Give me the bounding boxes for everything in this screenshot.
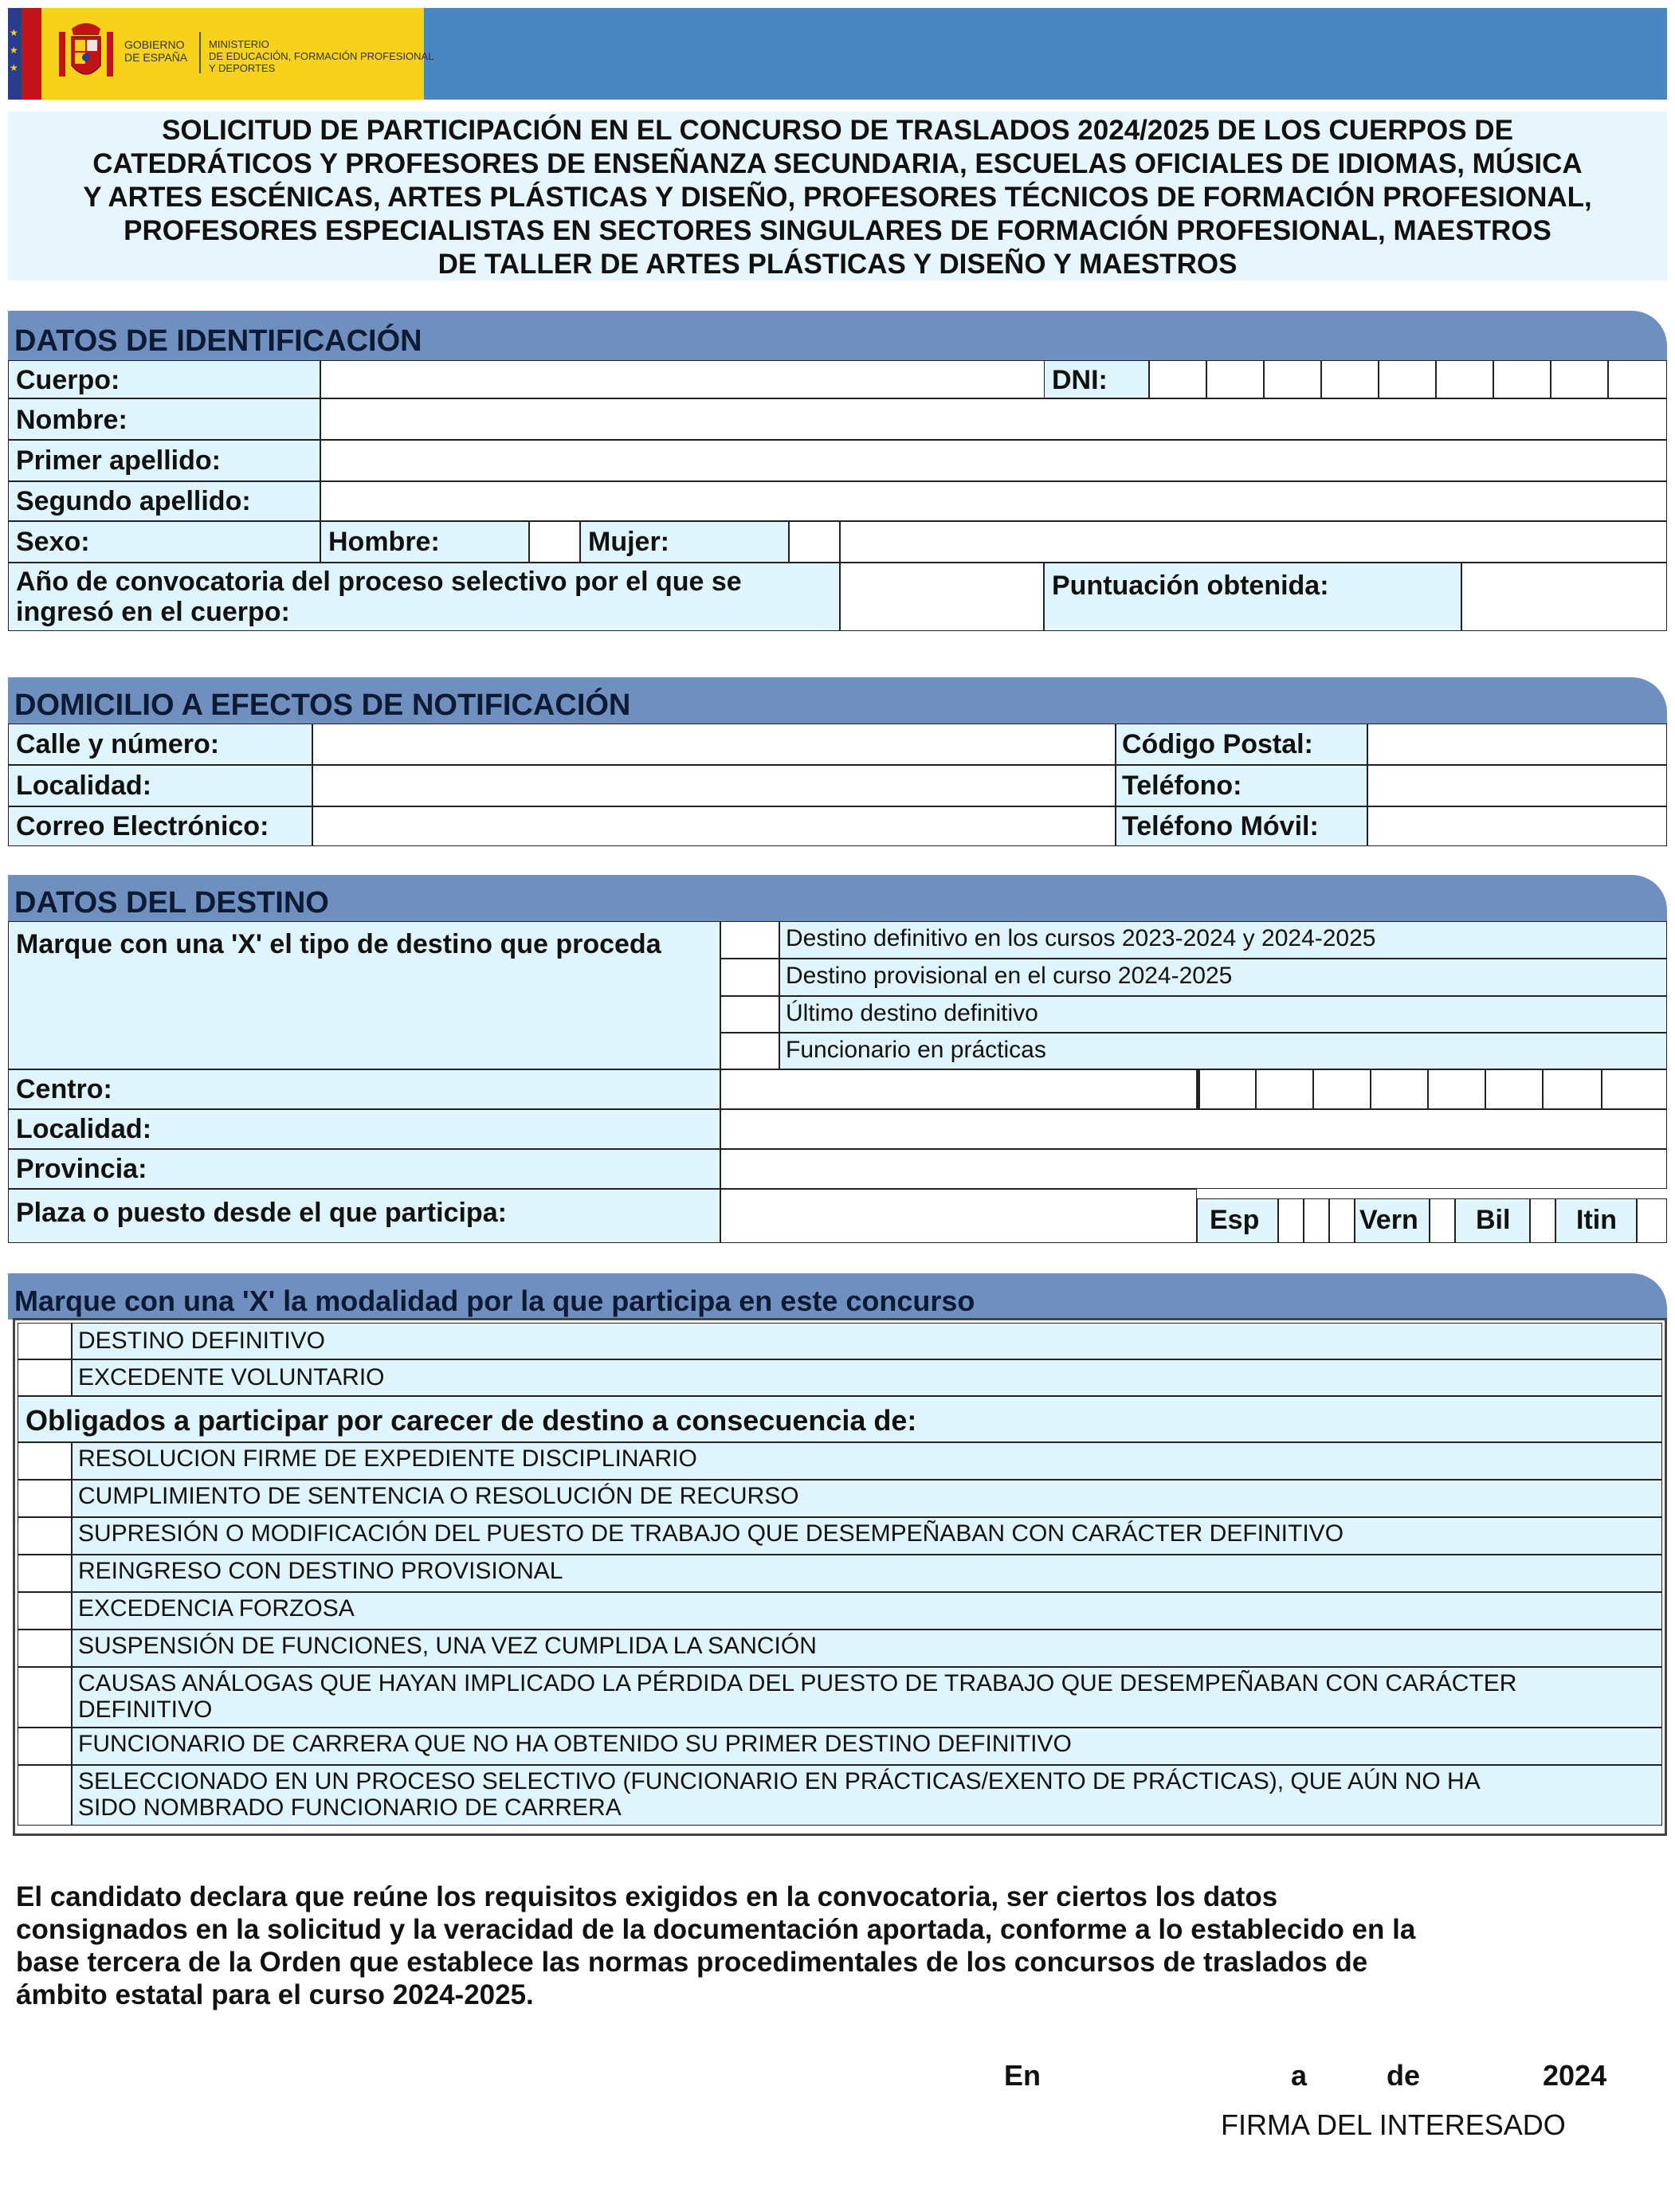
dni-box-3[interactable]: [1264, 360, 1321, 398]
localidad-label: Localidad:: [16, 771, 152, 801]
obligados-item: SUPRESIÓN O MODIFICACIÓN DEL PUESTO DE TRABAJO QUE DESEMPEÑABAN CON CARÁCTER DEFINITIVO: [78, 1520, 1344, 1547]
segundo-apellido-label: Segundo apellido:: [16, 486, 251, 516]
cuerpo-input[interactable]: [320, 360, 1050, 398]
dni-box-5[interactable]: [1379, 360, 1436, 398]
sexo-filler: [840, 521, 1667, 563]
modalidad-title: Marque con una 'X' la modalidad por la que participa en este concurso: [14, 1284, 975, 1317]
telefono-label: Teléfono:: [1122, 771, 1242, 801]
flag-stripe-red: [22, 8, 41, 100]
itin-label: Itin: [1576, 1205, 1617, 1235]
segundo-apellido-input[interactable]: [320, 481, 1667, 521]
dni-box-2[interactable]: [1206, 360, 1264, 398]
obligados-item: CUMPLIMIENTO DE SENTENCIA O RESOLUCIÓN DE RECURSO: [78, 1483, 799, 1509]
primer-apellido-label: Primer apellido:: [16, 445, 221, 476]
destino-localidad-label: Localidad:: [16, 1114, 152, 1144]
plaza-input[interactable]: [720, 1189, 1197, 1243]
calle-input[interactable]: [312, 724, 1116, 765]
firma-year: 2024: [1543, 2059, 1607, 2092]
ministry-label: MINISTERIO DE EDUCACIÓN, FORMACIÓN PROFESIONAL Y DEPORTES: [209, 38, 434, 74]
provincia-label: Provincia:: [16, 1154, 147, 1184]
destino-option-checkbox-2[interactable]: [720, 959, 779, 996]
centro-code-box-1[interactable]: [1197, 1069, 1256, 1109]
cuerpo-label: Cuerpo:: [16, 365, 120, 395]
destino-option-3: Último destino definitivo: [786, 1000, 1038, 1026]
localidad-input[interactable]: [312, 765, 1116, 806]
dni-box-7[interactable]: [1493, 360, 1551, 398]
centro-label-cell: [8, 1069, 720, 1109]
esp-label: Esp: [1210, 1205, 1260, 1235]
telefono-input[interactable]: [1367, 765, 1667, 806]
codigo-postal-input[interactable]: [1367, 724, 1667, 765]
centro-input[interactable]: [720, 1069, 1197, 1109]
dni-box-9[interactable]: [1608, 360, 1667, 398]
obligados-item: FUNCIONARIO DE CARRERA QUE NO HA OBTENIDO SU PRIMER DESTINO DEFINITIVO: [78, 1731, 1072, 1757]
destino-option-checkbox-1[interactable]: [720, 921, 779, 959]
gov-label: GOBIERNO DE ESPAÑA: [124, 38, 188, 64]
centro-code-box-5[interactable]: [1428, 1069, 1485, 1109]
esp-box-2[interactable]: [1304, 1198, 1329, 1243]
destino-localidad-input[interactable]: [720, 1109, 1667, 1149]
firma-label: FIRMA DEL INTERESADO: [1221, 2108, 1566, 2141]
correo-label: Correo Electrónico:: [16, 811, 269, 841]
obligados-item: REINGRESO CON DESTINO PROVISIONAL: [78, 1558, 563, 1584]
domicilio-title: DOMICILIO A EFECTOS DE NOTIFICACIÓN: [14, 688, 631, 722]
destino-option-2: Destino provisional en el curso 2024-2025: [786, 963, 1233, 989]
obligados-item: RESOLUCION FIRME DE EXPEDIENTE DISCIPLINARIO: [78, 1445, 697, 1472]
modalidad-top-checkbox-2[interactable]: [18, 1359, 72, 1396]
hombre-label: Hombre:: [328, 527, 440, 557]
identificacion-title: DATOS DE IDENTIFICACIÓN: [14, 324, 422, 358]
obligados-label: Obligados a participar por carecer de destino a consecuencia de:: [25, 1404, 917, 1437]
obligados-checkbox[interactable]: [18, 1765, 72, 1826]
centro-code-box-6[interactable]: [1485, 1069, 1543, 1109]
obligados-checkbox[interactable]: [18, 1517, 72, 1555]
nombre-label: Nombre:: [16, 405, 127, 435]
obligados-item: CAUSAS ANÁLOGAS QUE HAYAN IMPLICADO LA PÉRDIDA DEL PUESTO DE TRABAJO QUE DESEMPEÑABAN CON CARÁCTER DEFINITIVO: [78, 1670, 1517, 1723]
vern-box[interactable]: [1430, 1198, 1455, 1243]
esp-box-3[interactable]: [1329, 1198, 1355, 1243]
dni-box-4[interactable]: [1321, 360, 1379, 398]
destino-option-checkbox-4[interactable]: [720, 1033, 779, 1069]
codigo-postal-label: Código Postal:: [1122, 729, 1313, 759]
modalidad-destino-definitivo: DESTINO DEFINITIVO: [78, 1328, 326, 1354]
plaza-label: Plaza o puesto desde el que participa:: [16, 1198, 507, 1228]
coat-of-arms-icon: [54, 18, 118, 91]
anio-input[interactable]: [840, 563, 1044, 631]
logo-divider: [199, 32, 201, 73]
obligados-item: SELECCIONADO EN UN PROCESO SELECTIVO (FUNCIONARIO EN PRÁCTICAS/EXENTO DE PRÁCTICAS), QUE AÚN NO HA SIDO NOMBRADO FUNCIONARIO DE CARRERA: [78, 1768, 1481, 1821]
obligados-checkbox[interactable]: [18, 1480, 72, 1517]
centro-code-box-8[interactable]: [1602, 1069, 1667, 1109]
nombre-input[interactable]: [320, 398, 1667, 440]
destino-option-checkbox-3[interactable]: [720, 996, 779, 1033]
obligados-checkbox[interactable]: [18, 1630, 72, 1667]
bil-label: Bil: [1476, 1205, 1511, 1235]
obligados-checkbox[interactable]: [18, 1442, 72, 1480]
dni-box-6[interactable]: [1436, 360, 1493, 398]
destino-title: DATOS DEL DESTINO: [14, 886, 329, 920]
eu-stars-icon: ★ ★ ★: [10, 27, 18, 73]
primer-apellido-input[interactable]: [320, 440, 1667, 481]
destino-option-1: Destino definitivo en los cursos 2023-2024 y 2024-2025: [786, 925, 1376, 951]
firma-a: a: [1291, 2059, 1308, 2092]
hombre-checkbox[interactable]: [529, 521, 580, 563]
mujer-label: Mujer:: [588, 527, 669, 557]
dni-box-8[interactable]: [1551, 360, 1608, 398]
destino-option-4: Funcionario en prácticas: [786, 1037, 1046, 1063]
form-title: SOLICITUD DE PARTICIPACIÓN EN EL CONCURSO DE TRASLADOS 2024/2025 DE LOS CUERPOS DE CATEDRÁTICOS Y PROFESORES DE ENSEÑANZA SECUNDARIA, ESCUELAS OFICIALES DE IDIOMAS, MÚSICA Y ARTES ESCÉNICAS, ARTES PLÁSTICAS Y DISEÑO, PROFESORES TÉCNICOS DE FORMACIÓN PROFESIONAL, PROFESORES ESPECIALISTAS EN SECTORES SINGULARES DE FORMACIÓN PROFESIONAL, MAESTROS DE TALLER DE ARTES PLÁSTICAS Y DISEÑO Y MAESTROS: [8, 112, 1667, 280]
anio-label: Año de convocatoria del proceso selectivo por el que se ingresó en el cuerpo:: [16, 567, 742, 627]
vern-label: Vern: [1359, 1205, 1418, 1235]
mujer-checkbox[interactable]: [789, 521, 840, 563]
obligados-checkbox[interactable]: [18, 1592, 72, 1630]
obligados-item: SUSPENSIÓN DE FUNCIONES, UNA VEZ CUMPLIDA LA SANCIÓN: [78, 1633, 817, 1659]
tipo-destino-label: Marque con una 'X' el tipo de destino que proceda: [16, 929, 661, 959]
centro-code-box-7[interactable]: [1543, 1069, 1602, 1109]
itin-box[interactable]: [1637, 1198, 1667, 1243]
calle-label: Calle y número:: [16, 729, 220, 759]
centro-code-box-2[interactable]: [1256, 1069, 1313, 1109]
modalidad-top-checkbox-1[interactable]: [18, 1323, 72, 1359]
centro-code-box-3[interactable]: [1313, 1069, 1371, 1109]
firma-en: En: [1004, 2059, 1041, 2092]
obligados-checkbox[interactable]: [18, 1728, 72, 1765]
puntuacion-input[interactable]: [1461, 563, 1667, 631]
provincia-input[interactable]: [720, 1149, 1667, 1189]
modalidad-excedente-voluntario: EXCEDENTE VOLUNTARIO: [78, 1364, 385, 1390]
dni-label: DNI:: [1052, 365, 1108, 395]
firma-de: de: [1387, 2059, 1421, 2092]
correo-input[interactable]: [312, 806, 1116, 846]
movil-input[interactable]: [1367, 806, 1667, 846]
dni-box-1[interactable]: [1149, 360, 1206, 398]
centro-code-box-4[interactable]: [1371, 1069, 1428, 1109]
obligados-item: EXCEDENCIA FORZOSA: [78, 1595, 355, 1622]
obligados-checkbox[interactable]: [18, 1667, 72, 1728]
centro-label: Centro:: [16, 1074, 112, 1104]
puntuacion-label: Puntuación obtenida:: [1052, 571, 1329, 601]
declaracion-text: El candidato declara que reúne los requisitos exigidos en la convocatoria, ser ciertos los datos consignados en la solicitud y la veracidad de la documentación aportada, conforme a lo establecido en la base tercera de la Orden que establece las normas procedimentales de los concursos de traslados de ámbito estatal para el curso 2024-2025.: [16, 1881, 1416, 2010]
obligados-checkbox[interactable]: [18, 1555, 72, 1592]
esp-box-1[interactable]: [1278, 1198, 1304, 1243]
sexo-label: Sexo:: [16, 527, 90, 557]
movil-label: Teléfono Móvil:: [1122, 811, 1319, 841]
bil-box[interactable]: [1530, 1198, 1555, 1243]
